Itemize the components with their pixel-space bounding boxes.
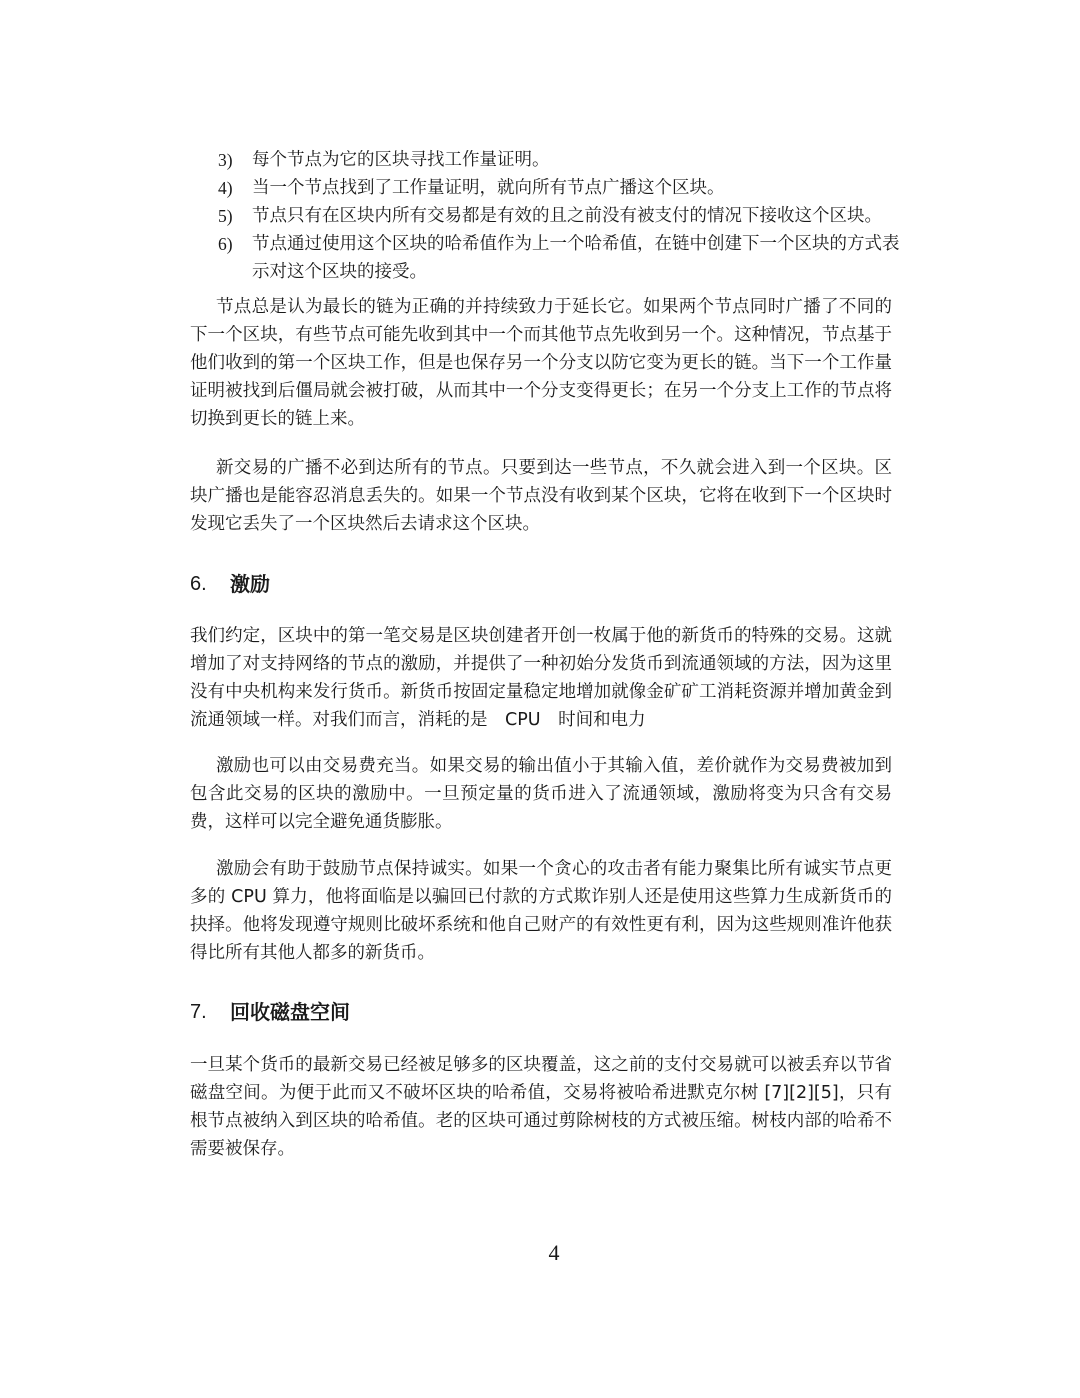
list-item — [190, 230, 900, 286]
list-item-number: 5) — [218, 206, 233, 226]
list-item-number: 4) — [218, 178, 233, 198]
paragraph-incentive-convention: 我们约定，区块中的第一笔交易是区块创建者开创一枚属于他的新货币的特殊的交易。这就增加了对支持网络的节点的激励，并提供了一种初始分发货币到流通领域的方法，因为这里没有中央机构来发行货币。新货币按固定量稳定地增加就像金矿矿工消耗资源并增加黄金到流通领域一样。对我们而言，消耗的是 CPU 时间和电力 — [190, 626, 892, 730]
paragraph-honesty: 激励会有助于鼓励节点保持诚实。如果一个贪心的攻击者有能力聚集比所有诚实节点更多的 CPU 算力，他将面临是以骗回已付款的方式欺诈别人还是使用这些算力生成新货币的抉择。他将发现遵守规则比破坏系统和他自己财产的有效性更有利，因为这些规则准许他获得比所有其他人都多的新货币。 — [190, 859, 892, 963]
list-item-number: 3) — [218, 150, 233, 170]
list-item-text: 节点通过使用这个区块的哈希值作为上一个哈希值，在链中创建下一个区块的方式表示对这个区块的接受。 — [252, 234, 900, 282]
list-item-text: 节点只有在区块内所有交易都是有效的且之前没有被支付的情况下接收这个区块。 — [252, 206, 882, 226]
section-title: 激励 — [230, 572, 270, 596]
paragraph-disk-space: 一旦某个货币的最新交易已经被足够多的区块覆盖，这之前的支付交易就可以被丢弃以节省磁盘空间。为便于此而又不破坏区块的哈希值，交易将被哈希进默克尔树 [7][2][5]，只有根节点被纳入到区块的哈希值。老的区块可通过剪除树枝的方式被压缩。树枝内部的哈希不需要被保存。 — [190, 1055, 892, 1159]
section-number: 6. — [190, 573, 207, 595]
list-item — [190, 174, 900, 202]
section-heading-disk-space — [190, 998, 350, 1026]
page-number: 4 — [548, 1240, 560, 1265]
paragraph-longest-chain: 节点总是认为最长的链为正确的并持续致力于延长它。如果两个节点同时广播了不同的下一个区块，有些节点可能先收到其中一个而其他节点先收到另一个。这种情况，节点基于他们收到的第一个区块工作，但是也保存另一个分支以防它变为更长的链。当下一个工作量证明被找到后僵局就会被打破，从而其中一个分支变得更长；在另一个分支上工作的节点将切换到更长的链上来。 — [190, 297, 892, 429]
list-item — [190, 202, 900, 230]
list-item-text: 当一个节点找到了工作量证明，就向所有节点广播这个区块。 — [252, 178, 725, 198]
paragraph-broadcast: 新交易的广播不必到达所有的节点。只要到达一些节点，不久就会进入到一个区块。区块广播也是能容忍消息丢失的。如果一个节点没有收到某个区块，它将在收到下一个区块时发现它丢失了一个区块然后去请求这个区块。 — [190, 458, 892, 534]
section-number: 7. — [190, 1001, 207, 1023]
list-item-text: 每个节点为它的区块寻找工作量证明。 — [252, 150, 550, 170]
paragraph-transaction-fees: 激励也可以由交易费充当。如果交易的输出值小于其输入值，差价就作为交易费被加到包含此交易的区块的激励中。一旦预定量的货币进入了流通领域，激励将变为只含有交易费，这样可以完全避免通货膨胀。 — [190, 756, 892, 832]
numbered-list — [190, 146, 900, 286]
section-heading-incentive — [190, 570, 270, 598]
list-item-number: 6) — [218, 234, 233, 254]
section-title: 回收磁盘空间 — [230, 1000, 350, 1024]
list-item — [190, 146, 900, 174]
